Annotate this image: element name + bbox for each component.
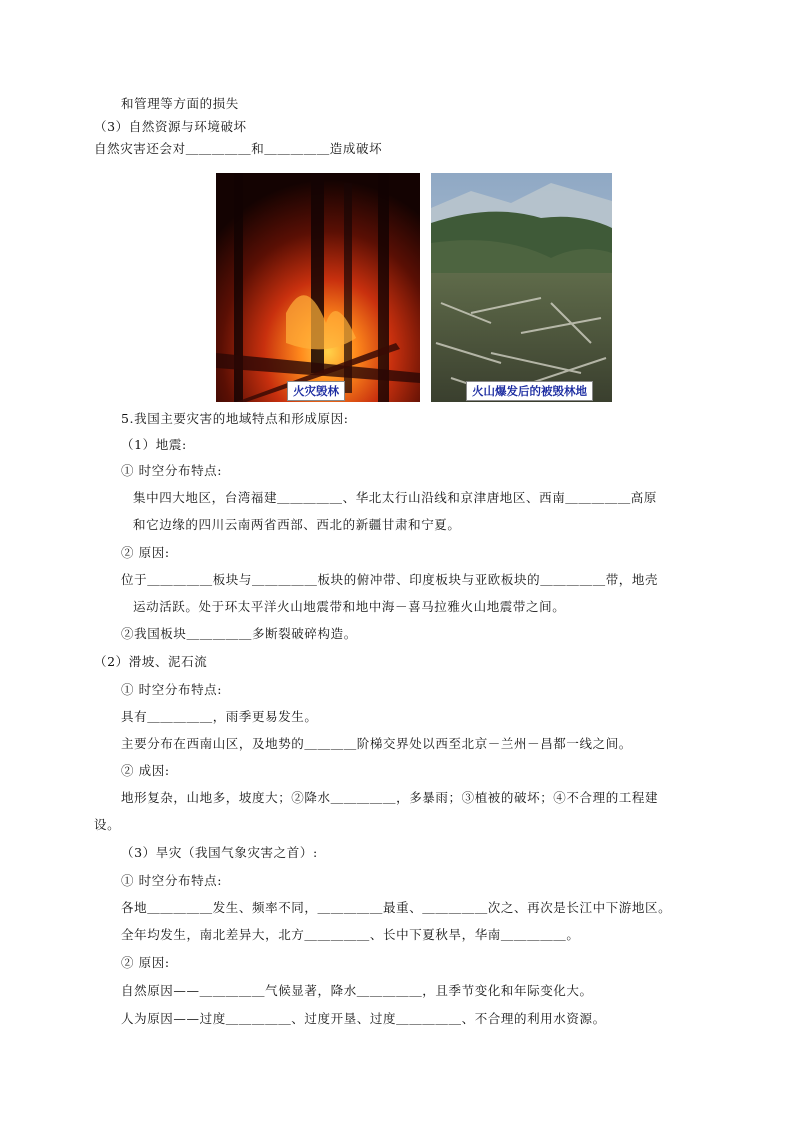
line-23: 全年均发生，南北差异大，北方＿＿＿＿＿、长中下夏秋旱，华南＿＿＿＿＿。 <box>121 927 580 942</box>
volcano-photo-caption: 火山爆发后的被毁林地 <box>466 381 593 401</box>
forest-fire-photo <box>216 173 420 402</box>
earthquake-heading: （1）地震: <box>121 437 187 452</box>
earthquake-cause-heading: ② 原因: <box>121 545 170 560</box>
line-15: 具有＿＿＿＿＿，雨季更易发生。 <box>121 709 318 724</box>
line-16: 主要分布在西南山区，及地势的＿＿＿＿阶梯交界处以西至北京－兰州－昌都一线之间。 <box>121 736 632 751</box>
line-25: 自然原因——＿＿＿＿＿气候显著，降水＿＿＿＿＿，且季节变化和年际变化大。 <box>121 983 593 998</box>
earthquake-distribution-heading: ① 时空分布特点: <box>121 463 223 478</box>
section-5-heading: 5.我国主要灾害的地域特点和形成原因: <box>121 411 349 426</box>
line-1: 和管理等方面的损失 <box>121 96 239 111</box>
line-12: ②我国板块＿＿＿＿＿多断裂破碎构造。 <box>121 626 357 641</box>
line-8: 和它边缘的四川云南两省西部、西北的新疆甘肃和宁夏。 <box>133 517 461 532</box>
landslide-heading: （2）滑坡、泥石流 <box>94 654 208 669</box>
fire-photo-caption: 火灾毁林 <box>287 381 345 401</box>
landslide-cause-heading: ② 成因: <box>121 763 170 778</box>
line-26: 人为原因——过度＿＿＿＿＿、过度开垦、过度＿＿＿＿＿、不合理的利用水资源。 <box>121 1011 606 1026</box>
line-19: 设。 <box>94 817 121 832</box>
landslide-distribution-heading: ① 时空分布特点: <box>121 682 223 697</box>
drought-cause-heading: ② 原因: <box>121 955 170 970</box>
line-7: 集中四大地区，台湾福建＿＿＿＿＿、华北太行山沿线和京津唐地区、西南＿＿＿＿＿高原 <box>133 490 658 505</box>
volcano-forest-photo <box>431 173 612 402</box>
line-22: 各地＿＿＿＿＿发生、频率不同，＿＿＿＿＿最重、＿＿＿＿＿次之、再次是长江中下游地区。 <box>121 900 672 915</box>
line-10: 位于＿＿＿＿＿板块与＿＿＿＿＿板块的俯冲带、印度板块与亚欧板块的＿＿＿＿＿带，地壳 <box>121 572 659 587</box>
section-3-heading: （3）自然资源与环境破坏 <box>94 119 247 134</box>
drought-heading: （3）旱灾（我国气象灾害之首）: <box>121 845 318 860</box>
line-3: 自然灾害还会对＿＿＿＿＿和＿＿＿＿＿造成破坏 <box>94 141 383 156</box>
line-18: 地形复杂，山地多，坡度大；②降水＿＿＿＿＿，多暴雨；③植被的破坏；④不合理的工程建 <box>121 790 659 805</box>
drought-distribution-heading: ① 时空分布特点: <box>121 873 223 888</box>
line-11: 运动活跃。处于环太平洋火山地震带和地中海－喜马拉雅火山地震带之间。 <box>133 599 566 614</box>
